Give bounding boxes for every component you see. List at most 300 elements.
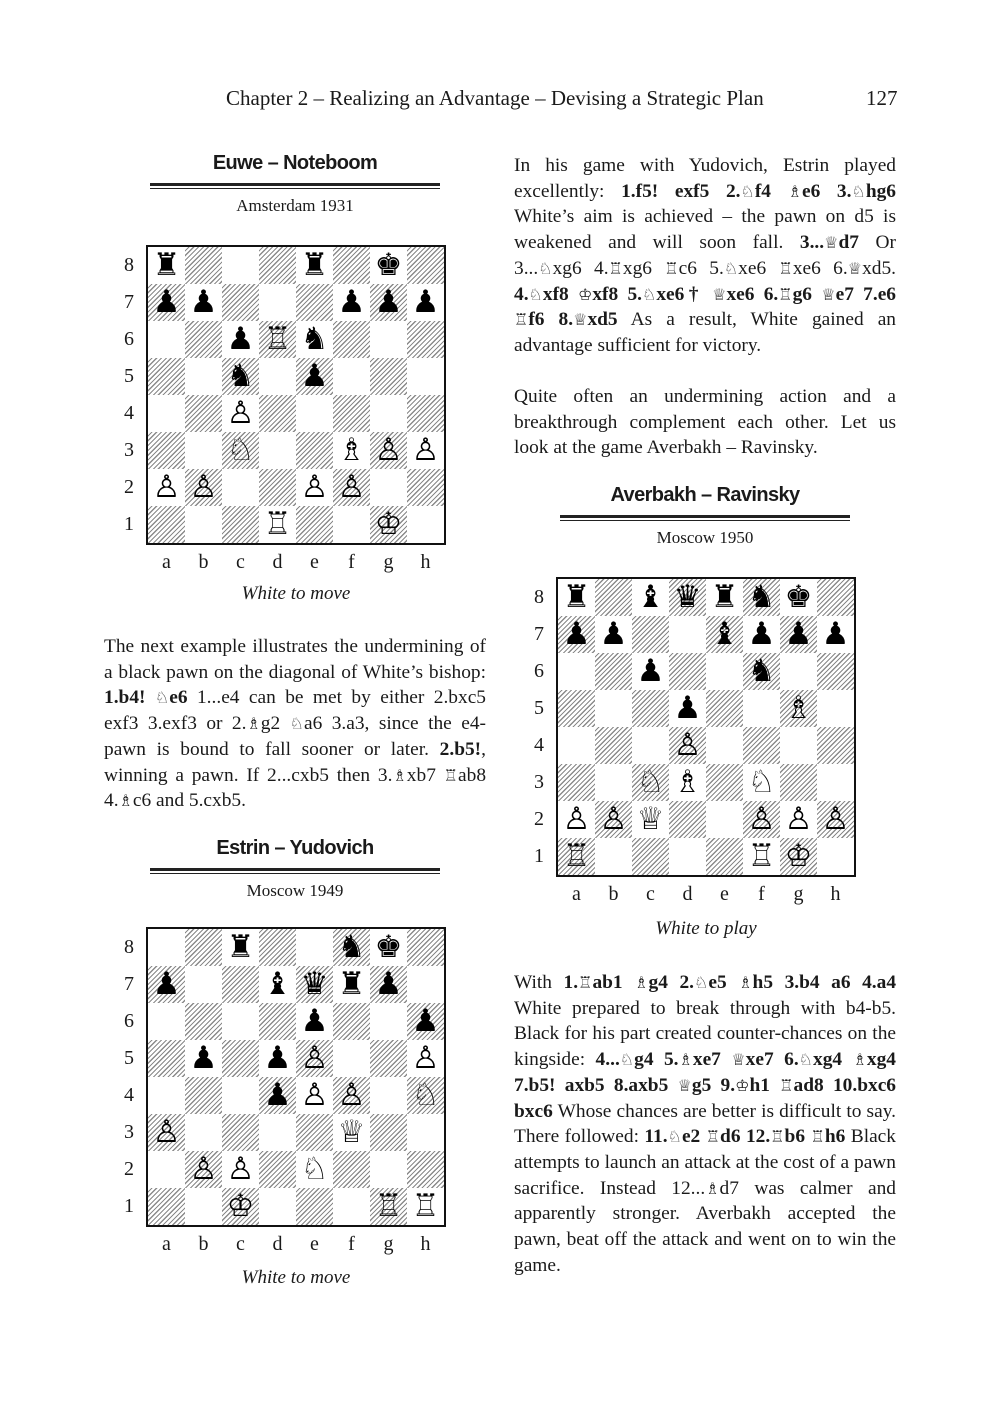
file-label: d <box>272 1233 283 1255</box>
chess-piece-e8: ♜ <box>710 579 739 615</box>
text-run: Or 3... <box>514 232 897 279</box>
figurine-glyph: ♕ <box>573 310 588 330</box>
chess-piece-c8: ♜ <box>226 929 255 965</box>
text-run: g5 9. <box>691 1074 736 1096</box>
text-run: b6 <box>784 1126 811 1148</box>
text-run: xg4 7.b5! axb5 8.axb5 <box>514 1049 896 1096</box>
text-run: 1...e4 can be met by either 2.bxc5 exf3 3.exf3 or 2. <box>104 687 486 735</box>
file-label: h <box>420 1233 431 1255</box>
chess-piece-b7: ♟ <box>189 284 218 320</box>
dark-square <box>185 321 222 358</box>
light-square <box>185 506 222 543</box>
dark-square <box>558 764 595 801</box>
chess-piece-g8: ♚ <box>374 929 403 965</box>
chess-piece-f3: ♗ <box>337 432 366 468</box>
text-run: h1 <box>749 1074 780 1096</box>
chess-piece-c3: ♘ <box>226 432 255 468</box>
figurine-glyph: ♖ <box>810 1127 825 1147</box>
chess-piece-f1: ♖ <box>747 838 776 874</box>
figurine-glyph: ♕ <box>677 1075 692 1095</box>
dark-square <box>259 929 296 966</box>
figurine-glyph: ♗ <box>246 714 261 734</box>
chess-piece-e2: ♘ <box>300 1151 329 1187</box>
chapter-title: Chapter 2 – Realizing an Advantage – Devising a Strategic Plan <box>226 86 764 110</box>
figurine-glyph: ♘ <box>798 1050 814 1070</box>
chess-piece-d4: ♙ <box>673 727 702 763</box>
chess-piece-a7: ♟ <box>152 966 181 1002</box>
dark-square <box>743 727 780 764</box>
dark-square <box>407 469 444 506</box>
light-square <box>185 1114 222 1151</box>
light-square <box>148 929 185 966</box>
text-run: xg6 4. <box>552 257 609 279</box>
game-title: Euwe – Noteboom <box>212 152 378 174</box>
file-label: a <box>162 551 171 573</box>
chess-piece-h5: ♙ <box>411 1040 440 1076</box>
file-label: h <box>830 883 841 905</box>
text-run: h6 <box>824 1126 846 1148</box>
text-run: 1.b4! <box>104 687 155 709</box>
chess-piece-d5: ♟ <box>263 1040 292 1076</box>
chess-piece-b2: ♙ <box>189 1151 218 1187</box>
light-square <box>407 1114 444 1151</box>
rank-label: 6 <box>124 1010 134 1032</box>
figurine-glyph: ♖ <box>770 1127 785 1147</box>
diagram-caption: White to move <box>241 1267 351 1288</box>
text-run: ad8 10.bxc6 bxc6 <box>514 1074 897 1122</box>
text-run: xe6 6. <box>726 283 779 305</box>
dark-square <box>222 506 259 543</box>
text-run: 4. <box>514 283 529 305</box>
chess-piece-d7: ♝ <box>263 966 292 1002</box>
dark-square <box>148 432 185 469</box>
figurine-glyph: ♕ <box>847 258 863 278</box>
text-paragraph <box>514 970 896 1278</box>
title-rule <box>150 868 440 874</box>
figurine-glyph: ♕ <box>712 284 727 304</box>
figurine-glyph: ♘ <box>538 258 553 278</box>
chess-piece-b2: ♙ <box>189 469 218 505</box>
game-venue: Moscow 1950 <box>656 528 754 547</box>
dark-square <box>407 929 444 966</box>
file-label: g <box>383 1233 394 1255</box>
light-square <box>669 838 706 875</box>
text-run: 3... <box>799 232 825 254</box>
light-square <box>259 1188 296 1225</box>
chess-piece-d8: ♛ <box>673 579 702 615</box>
figurine-glyph: ♔ <box>578 284 593 304</box>
rank-label: 1 <box>124 1195 134 1217</box>
light-square <box>296 929 333 966</box>
light-square <box>595 764 632 801</box>
diagram-caption: White to play <box>655 918 757 939</box>
figurine-glyph: ♕ <box>821 284 836 304</box>
dark-square <box>632 616 669 653</box>
figurine-glyph: ♘ <box>694 973 709 992</box>
light-square <box>222 1077 259 1114</box>
dark-square <box>817 653 854 690</box>
chess-piece-a8: ♜ <box>562 579 591 615</box>
text-run: Whose chances are better is difficult to say. There followed: <box>514 1100 896 1148</box>
light-square <box>558 727 595 764</box>
chess-piece-a7: ♟ <box>562 616 591 652</box>
light-square <box>222 1003 259 1040</box>
chess-diagram <box>146 927 446 1227</box>
chess-piece-b2: ♙ <box>599 801 628 837</box>
figurine-glyph: ♗ <box>634 973 649 992</box>
light-square <box>370 1077 407 1114</box>
light-square <box>148 1151 185 1188</box>
text-run: xd5 <box>587 309 618 331</box>
file-label: d <box>272 551 283 573</box>
chess-piece-e4: ♙ <box>300 1077 329 1113</box>
light-square <box>333 1040 370 1077</box>
chess-piece-h6: ♟ <box>411 1003 440 1039</box>
rank-label: 8 <box>534 586 544 608</box>
rank-label: 3 <box>124 439 134 461</box>
light-square <box>743 690 780 727</box>
text-run: xg4 <box>813 1049 853 1071</box>
figurine-glyph: ♗ <box>738 973 753 992</box>
light-square <box>780 653 817 690</box>
text-run: c6 5. <box>678 257 724 279</box>
chess-piece-e6: ♞ <box>300 321 329 357</box>
dark-square <box>222 284 259 321</box>
dark-square <box>296 432 333 469</box>
figurine-glyph: ♗ <box>787 181 802 201</box>
chess-piece-g1: ♔ <box>784 838 813 874</box>
chess-piece-e6: ♟ <box>300 1003 329 1039</box>
dark-square <box>333 395 370 432</box>
dark-square <box>595 727 632 764</box>
figurine-glyph: ♗ <box>705 1178 720 1198</box>
chess-piece-f2: ♙ <box>337 469 366 505</box>
rank-label: 3 <box>534 771 544 793</box>
dark-square <box>706 764 743 801</box>
figurine-glyph: ♖ <box>778 258 793 278</box>
file-label: e <box>720 883 729 905</box>
chess-piece-h1: ♖ <box>411 1188 440 1224</box>
chess-piece-g1: ♖ <box>374 1188 403 1224</box>
text-run: d7 was calmer and apparently stronger. Averbakh accepted the pawn, beat off the attack and went on to win the game. <box>514 1177 896 1276</box>
text-run: g4 2. <box>648 972 694 993</box>
file-label: g <box>793 883 804 905</box>
light-square <box>370 321 407 358</box>
file-label: f <box>348 551 355 573</box>
dark-square <box>148 1188 185 1225</box>
dark-square <box>259 1151 296 1188</box>
chess-piece-g8: ♚ <box>374 247 403 283</box>
text-run: Black attempts to launch an attack at the cost of a pawn sacrifice. Instead 12... <box>514 1126 896 1199</box>
text-run: xe6† <box>656 283 713 305</box>
figurine-glyph: ♔ <box>735 1075 750 1095</box>
dark-square <box>370 1040 407 1077</box>
dark-square <box>632 838 669 875</box>
chess-piece-b7: ♟ <box>599 616 628 652</box>
light-square <box>259 358 296 395</box>
chess-piece-b5: ♟ <box>189 1040 218 1076</box>
rank-label: 2 <box>534 808 544 830</box>
text-run: e5 <box>708 972 739 993</box>
light-square <box>669 616 706 653</box>
figurine-glyph: ♗ <box>852 1050 867 1070</box>
text-run: xb7 <box>406 764 444 786</box>
file-label: b <box>608 883 619 905</box>
dark-square <box>595 653 632 690</box>
chess-piece-h7: ♟ <box>821 616 850 652</box>
dark-square <box>296 1188 333 1225</box>
text-paragraph <box>514 384 896 461</box>
chess-piece-a3: ♙ <box>152 1114 181 1150</box>
chess-piece-f7: ♟ <box>337 284 366 320</box>
figurine-glyph: ♘ <box>851 181 866 201</box>
text-run: xe7 6. <box>745 1049 799 1071</box>
light-square <box>370 1151 407 1188</box>
chess-piece-h2: ♙ <box>821 801 850 837</box>
rank-label: 7 <box>124 291 134 313</box>
text-paragraph <box>104 634 486 814</box>
chess-piece-c6: ♟ <box>636 653 665 689</box>
dark-square <box>333 247 370 284</box>
figurine-glyph: ♖ <box>779 1075 794 1095</box>
text-run: 1.f5! exf5 2. <box>621 180 741 202</box>
file-label: a <box>572 883 581 905</box>
light-square <box>259 432 296 469</box>
chess-piece-c4: ♙ <box>226 395 255 431</box>
dark-square <box>185 395 222 432</box>
light-square <box>148 395 185 432</box>
title-rule <box>150 183 440 189</box>
figurine-glyph: ♖ <box>608 258 623 278</box>
chess-piece-e7: ♝ <box>710 616 739 652</box>
text-run: xg6 <box>622 257 665 279</box>
chess-piece-d4: ♟ <box>263 1077 292 1113</box>
light-square <box>148 1003 185 1040</box>
text-run: a6 3.a3, since the e4-pawn is bound to fall sooner or later. <box>104 713 486 760</box>
chess-piece-f3: ♘ <box>747 764 776 800</box>
rank-label: 3 <box>124 1121 134 1143</box>
figurine-glyph: ♘ <box>740 181 755 201</box>
chess-piece-a8: ♜ <box>152 247 181 283</box>
dark-square <box>222 1040 259 1077</box>
rank-label: 4 <box>124 1084 134 1106</box>
text-run: xd5. <box>862 257 896 279</box>
light-square <box>407 966 444 1003</box>
light-square <box>333 1188 370 1225</box>
rank-label: 6 <box>124 328 134 350</box>
text-run: In his game with Yudovich, Estrin played excellently: <box>514 155 896 202</box>
chess-piece-g7: ♟ <box>784 616 813 652</box>
figurine-glyph: ♗ <box>678 1050 693 1070</box>
chess-piece-d6: ♖ <box>263 321 292 357</box>
figurine-glyph: ♖ <box>443 765 459 785</box>
figurine-glyph: ♘ <box>723 258 739 278</box>
rank-label: 7 <box>124 973 134 995</box>
chess-piece-f7: ♟ <box>747 616 776 652</box>
text-run: The next example illustrates the undermining of a black pawn on the diagonal of White’s bishop: <box>104 636 486 683</box>
figurine-glyph: ♖ <box>778 284 793 304</box>
text-run: g2 <box>260 713 290 735</box>
dark-square <box>780 764 817 801</box>
figurine-glyph: ♘ <box>154 688 170 708</box>
dark-square <box>259 469 296 506</box>
chess-diagram <box>146 245 446 545</box>
chess-piece-h7: ♟ <box>411 284 440 320</box>
title-rule <box>560 515 850 521</box>
chess-diagram <box>556 577 856 877</box>
text-run: f4 <box>754 180 788 202</box>
rank-label: 8 <box>124 254 134 276</box>
text-run: ab1 <box>592 972 635 993</box>
light-square <box>706 653 743 690</box>
text-run: e6 <box>169 687 188 709</box>
chess-piece-g8: ♚ <box>784 579 813 615</box>
chess-piece-g3: ♙ <box>374 432 403 468</box>
dark-square <box>370 1114 407 1151</box>
chess-piece-g7: ♟ <box>374 966 403 1002</box>
figurine-glyph: ♘ <box>619 1050 635 1070</box>
chess-piece-f7: ♜ <box>337 966 366 1002</box>
chess-piece-f4: ♙ <box>337 1077 366 1113</box>
dark-square <box>296 506 333 543</box>
text-run: d6 12. <box>720 1126 771 1148</box>
chess-piece-a7: ♟ <box>152 284 181 320</box>
dark-square <box>595 579 632 616</box>
text-run: xe7 <box>692 1049 732 1071</box>
dark-square <box>296 1114 333 1151</box>
chess-piece-c1: ♔ <box>226 1188 255 1224</box>
dark-square <box>407 247 444 284</box>
rank-label: 2 <box>124 1158 134 1180</box>
light-square <box>817 764 854 801</box>
figurine-glyph: ♖ <box>514 310 529 330</box>
chess-piece-h4: ♘ <box>411 1077 440 1113</box>
dark-square <box>817 727 854 764</box>
text-run: ab8 4. <box>104 764 487 812</box>
text-run: As a result, White gained an advantage sufficient for victory. <box>514 309 897 356</box>
rank-label: 5 <box>124 1047 134 1069</box>
text-run: xf8 5. <box>592 283 642 305</box>
dark-square <box>370 358 407 395</box>
dark-square <box>669 653 706 690</box>
chess-piece-g1: ♔ <box>374 506 403 542</box>
text-run: h5 3.b4 a6 4.a4 <box>752 972 897 993</box>
chess-piece-d1: ♖ <box>263 506 292 542</box>
chess-piece-c3: ♘ <box>636 764 665 800</box>
file-label: b <box>198 1233 209 1255</box>
light-square <box>296 395 333 432</box>
rank-label: 6 <box>534 660 544 682</box>
dark-square <box>185 929 222 966</box>
text-run: Quite often an undermining action and a breakthrough complement each other. Let us look at the game Averbakh – Ravinsky. <box>514 386 896 459</box>
chess-piece-c8: ♝ <box>636 579 665 615</box>
file-label: a <box>162 1233 171 1255</box>
chess-piece-h3: ♙ <box>411 432 440 468</box>
chess-piece-f2: ♙ <box>747 801 776 837</box>
text-run: e2 <box>681 1126 706 1148</box>
text-run: xe6 6. <box>792 257 848 279</box>
rank-label: 1 <box>534 845 544 867</box>
light-square <box>148 1077 185 1114</box>
chess-piece-f8: ♞ <box>337 929 366 965</box>
light-square <box>185 358 222 395</box>
dark-square <box>817 579 854 616</box>
light-square <box>185 432 222 469</box>
light-square <box>370 395 407 432</box>
chess-piece-d5: ♟ <box>673 690 702 726</box>
running-header <box>0 86 1000 116</box>
figurine-glyph: ♘ <box>642 284 657 304</box>
figurine-glyph: ♘ <box>667 1127 682 1147</box>
dark-square <box>185 1077 222 1114</box>
chess-piece-c5: ♞ <box>226 358 255 394</box>
light-square <box>817 690 854 727</box>
dark-square <box>632 690 669 727</box>
dark-square <box>148 1040 185 1077</box>
chess-piece-e2: ♙ <box>300 469 329 505</box>
chess-piece-a2: ♙ <box>152 469 181 505</box>
chess-piece-c2: ♙ <box>226 1151 255 1187</box>
file-label: h <box>420 551 431 573</box>
text-run: , winning a pawn. If 2...cxb5 then 3. <box>104 738 486 786</box>
figurine-glyph: ♖ <box>705 1127 721 1147</box>
game-venue: Amsterdam 1931 <box>236 196 354 215</box>
file-label: f <box>348 1233 355 1255</box>
chess-piece-e5: ♙ <box>300 1040 329 1076</box>
game-title: Estrin – Yudovich <box>216 837 374 859</box>
text-run: g6 <box>792 283 822 305</box>
figurine-glyph: ♘ <box>528 284 543 304</box>
light-square <box>333 506 370 543</box>
text-run: hg6 <box>865 180 896 202</box>
text-paragraph <box>514 153 896 359</box>
dark-square <box>333 1151 370 1188</box>
light-square <box>706 727 743 764</box>
file-label: c <box>646 883 655 905</box>
text-run: White prepared to break through with b4-b5. Black for his part created counter-chances on the kingside: <box>514 997 896 1071</box>
dark-square <box>222 966 259 1003</box>
light-square <box>148 321 185 358</box>
light-square <box>407 358 444 395</box>
text-run: xe6 <box>738 257 779 279</box>
page-number: 127 <box>866 86 898 110</box>
text-run: f6 8. <box>528 309 574 331</box>
rank-label: 7 <box>534 623 544 645</box>
text-run: 1. <box>563 972 579 993</box>
figurine-glyph: ♖ <box>578 973 593 992</box>
game-title: Averbakh – Ravinsky <box>610 484 800 506</box>
dark-square <box>259 247 296 284</box>
light-square <box>370 1003 407 1040</box>
light-square <box>222 247 259 284</box>
light-square <box>407 506 444 543</box>
text-run: 4... <box>595 1049 620 1071</box>
chess-piece-a2: ♙ <box>562 801 591 837</box>
dark-square <box>706 838 743 875</box>
light-square <box>595 838 632 875</box>
file-label: b <box>198 551 209 573</box>
chess-piece-f3: ♕ <box>337 1114 366 1150</box>
chess-piece-g5: ♗ <box>784 690 813 726</box>
light-square <box>222 469 259 506</box>
text-run: e6 3. <box>801 180 852 202</box>
dark-square <box>407 1151 444 1188</box>
light-square <box>259 1114 296 1151</box>
text-run: g4 5. <box>634 1049 679 1071</box>
light-square <box>259 284 296 321</box>
text-run: 2.b5! <box>439 738 482 760</box>
file-label: e <box>310 1233 319 1255</box>
